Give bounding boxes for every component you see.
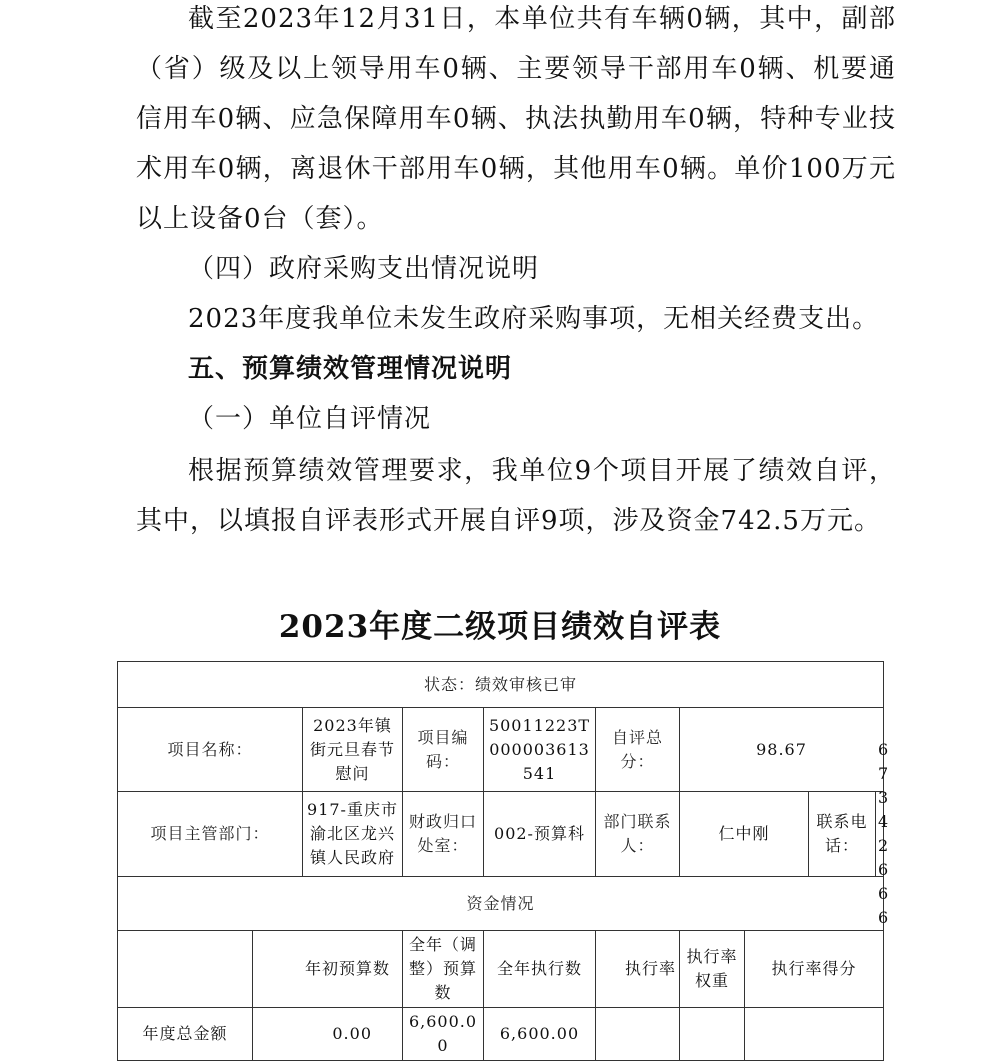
table-row	[118, 792, 884, 877]
row-total-executed: 6,600.00	[484, 1008, 596, 1061]
contact-label: 部门联系人：	[596, 792, 680, 877]
dept-label: 项目主管部门：	[118, 792, 303, 877]
funds-header: 资金情况	[118, 877, 884, 931]
project-code-label: 项目编码：	[403, 708, 484, 792]
row-total-rate	[596, 1008, 680, 1061]
row-total-score	[745, 1008, 884, 1061]
row-total-weight	[680, 1008, 745, 1061]
row-total-initial: 0.00	[253, 1008, 403, 1061]
col-adjusted-header: 全年（调整）预算数	[403, 931, 484, 1008]
project-name-value: 2023年镇街元旦春节慰问	[303, 708, 403, 792]
phone-value-text: 67342666	[878, 740, 890, 927]
table-row	[118, 1008, 884, 1061]
col-rate-header: 执行率	[596, 931, 680, 1008]
score-value: 98.67	[680, 708, 884, 792]
phone-cell	[809, 740, 890, 927]
project-code-value: 50011223T000003613541	[484, 708, 596, 792]
row-total-label: 年度总金额	[118, 1008, 253, 1061]
table-title: 2023年度二级项目绩效自评表	[278, 609, 722, 645]
phone-label-text: 联系电话：	[816, 812, 868, 855]
table-row	[118, 662, 884, 708]
project-name-label: 项目名称：	[118, 708, 303, 792]
col-score-header: 执行率得分	[745, 931, 884, 1008]
col-weight-header: 执行率权重	[680, 931, 745, 1008]
heading-performance: 五、预算绩效管理情况说明	[188, 354, 513, 384]
heading-procurement: （四）政府采购支出情况说明	[188, 254, 540, 284]
contact-value: 仁中刚	[680, 792, 809, 877]
funds-blank-header	[118, 931, 253, 1008]
paragraph-vehicles: 截至2023年12月31日，本单位共有车辆0辆，其中，副部（省）级及以上领导用车0辆、主要领导干部用车0辆、机要通信用车0辆、应急保障用车0辆、执法执勤用车0辆，特种专业技术用车0辆，离退休干部用车0辆，其他用车0辆。单价100万元以上设备0台（套）。	[136, 4, 896, 234]
col-initial-header: 年初预算数	[253, 931, 403, 1008]
paragraph-self-eval: 根据预算绩效管理要求，我单位9个项目开展了绩效自评，其中，以填报自评表形式开展自评9项，涉及资金742.5万元。	[136, 456, 896, 536]
paragraph-procurement: 2023年度我单位未发生政府采购事项，无相关经费支出。	[188, 304, 880, 334]
table-row	[118, 708, 884, 792]
phone-label-box	[809, 792, 876, 876]
table-row	[118, 877, 884, 931]
table-row	[118, 931, 884, 1008]
heading-self-eval: （一）单位自评情况	[188, 404, 432, 434]
row-total-adjusted: 6,600.00	[403, 1008, 484, 1061]
score-label: 自评总分：	[596, 708, 680, 792]
phone-value	[876, 740, 891, 927]
finance-label: 财政归口处室：	[403, 792, 484, 877]
status-text: 状态：绩效审核已审	[118, 662, 884, 708]
col-executed-header: 全年执行数	[484, 931, 596, 1008]
evaluation-table	[117, 661, 890, 1061]
finance-value: 002-预算科	[484, 792, 596, 877]
dept-value: 917-重庆市渝北区龙兴镇人民政府	[303, 792, 403, 877]
